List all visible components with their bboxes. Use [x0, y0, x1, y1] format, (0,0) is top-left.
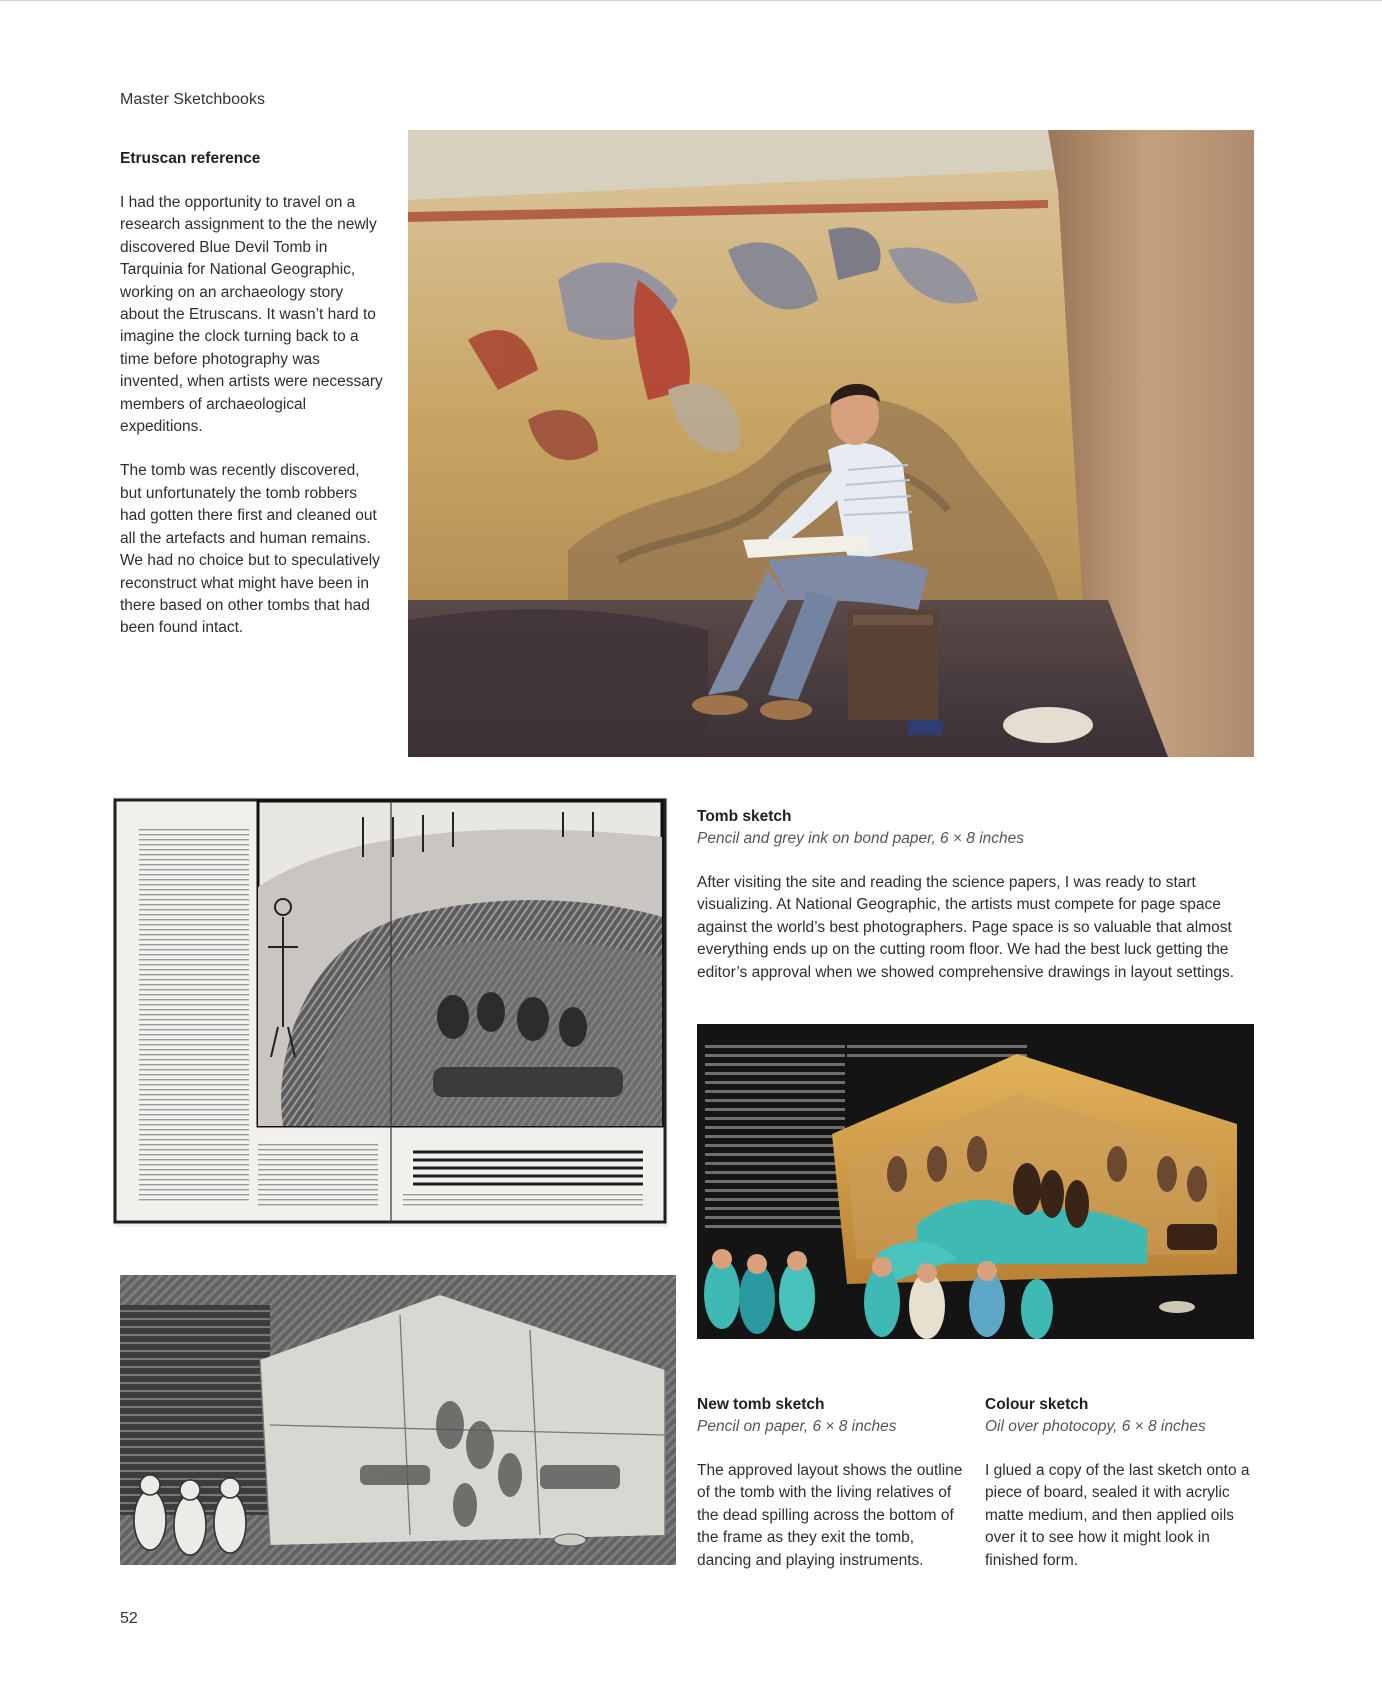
new-tomb-sketch-caption: Pencil on paper, 6 × 8 inches: [697, 1418, 897, 1435]
intro-heading: Etruscan reference: [120, 150, 261, 167]
running-head: Master Sketchbooks: [120, 91, 265, 108]
intro-paragraph-1: I had the opportunity to travel on a research assignment to the the newly discovered Blue Devil Tomb in Tarquinia for National Geographic, working on an archaeology story about the Etruscans. It wasn’t hard to imagine the clock turning back to a time before photography was invented, when artists were necessary members of archaeological expeditions.: [120, 194, 383, 436]
page-number: 52: [120, 1610, 138, 1627]
tomb-sketch-body: After visiting the site and reading the science papers, I was ready to start visualizing. At National Geographic, the artists must compete for page space against the world’s best photographers. Page space is so valuable that almost everything ends up on the cutting room floor. We had the best luck getting the editor’s approval when we showed comprehensive drawings in layout settings.: [697, 874, 1235, 981]
colour-sketch-heading: Colour sketch: [985, 1396, 1089, 1413]
colour-sketch-text: [985, 1394, 1257, 1572]
tomb-sketch-heading: Tomb sketch: [697, 808, 792, 825]
new-tomb-sketch-body: The approved layout shows the outline of the tomb with the living relatives of the dead spilling across the bottom of the frame as they exit the tomb, dancing and playing instruments.: [697, 1462, 963, 1569]
colour-sketch-image: [697, 1024, 1254, 1339]
new-tomb-sketch-heading: New tomb sketch: [697, 1396, 825, 1413]
new-tomb-sketch-image: [120, 1275, 676, 1565]
tomb-sketch-text: [697, 806, 1253, 984]
colour-sketch-caption: Oil over photocopy, 6 × 8 inches: [985, 1418, 1206, 1435]
intro-paragraph-2: The tomb was recently discovered, but unfortunately the tomb robbers had gotten there first and cleaned out all the artefacts and human remains. We had no choice but to speculatively reconstruct what might have been in there based on other tombs that had been found intact.: [120, 462, 380, 637]
tomb-sketch-caption: Pencil and grey ink on bond paper, 6 × 8 inches: [697, 830, 1025, 847]
colour-sketch-body: I glued a copy of the last sketch onto a piece of board, sealed it with acrylic matte medium, and then applied oils over it to see how it might look in finished form.: [985, 1462, 1250, 1569]
new-tomb-sketch-text: [697, 1394, 965, 1572]
tomb-photo: [408, 130, 1254, 757]
tomb-sketch-image: [113, 797, 668, 1227]
top-rule: [0, 0, 1382, 1]
intro-text: [120, 148, 384, 640]
